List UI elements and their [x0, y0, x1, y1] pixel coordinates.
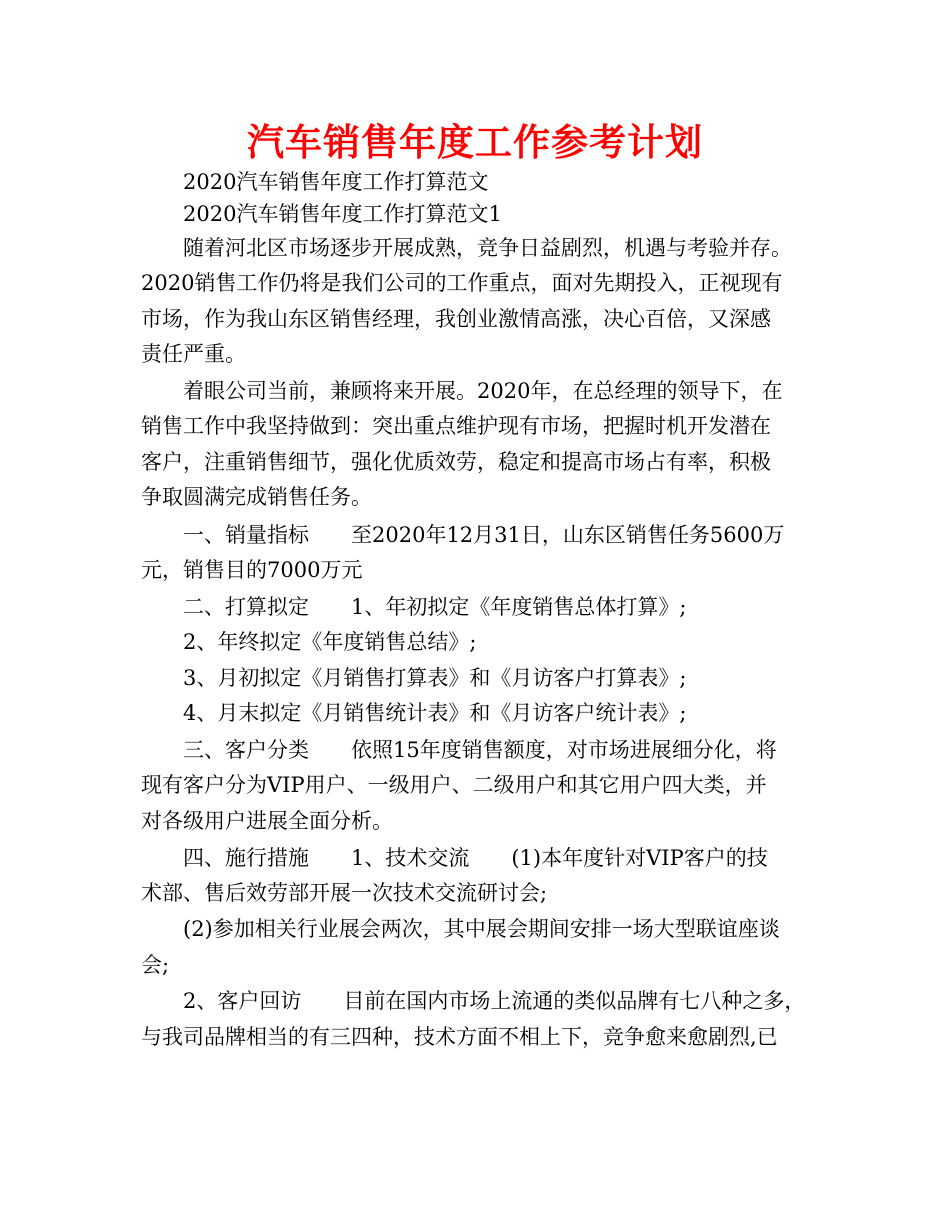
text-line: 会;	[141, 953, 170, 977]
text-line: 现有客户分为VIP用户、一级用户、二级用户和其它用户四大类，并	[141, 773, 767, 797]
text-line: 与我司品牌相当的有三四种，技术方面不相上下，竞争愈来愈剧烈,已	[141, 1025, 778, 1049]
text-line: 2020汽车销售年度工作打算范文1	[183, 202, 502, 226]
text-line: 4、月末拟定《月销售统计表》和《月访客户统计表》;	[183, 701, 687, 725]
text-line: 争取圆满完成销售任务。	[141, 485, 372, 509]
text-line: 着眼公司当前，兼顾将来开展。2020年，在总经理的领导下，在	[183, 379, 783, 403]
text-line: 市场，作为我山东区销售经理，我创业激情高涨，决心百倍，又深感	[141, 307, 771, 331]
text-line: 随着河北区市场逐步开展成熟，竞争日益剧烈，机遇与考验并存。	[183, 236, 792, 260]
text-line: 责任严重。	[141, 342, 246, 366]
text-line: 2020汽车销售年度工作打算范文	[183, 170, 489, 194]
text-line: 二、打算拟定 1、年初拟定《年度销售总体打算》;	[183, 595, 687, 619]
text-line: 术部、售后效劳部开展一次技术交流研讨会;	[141, 881, 548, 905]
text-line: 客户，注重销售细节，强化优质效劳，稳定和提高市场占有率，积极	[141, 450, 771, 474]
text-line: 三、客户分类 依照15年度销售额度，对市场进展细分化，将	[183, 738, 777, 762]
text-line: 元，销售目的7000万元	[141, 558, 363, 582]
text-line: 2020销售工作仍将是我们公司的工作重点，面对先期投入，正视现有	[141, 271, 783, 295]
text-line: 3、月初拟定《月销售打算表》和《月访客户打算表》;	[183, 666, 687, 690]
text-line: 对各级用户进展全面分析。	[141, 809, 393, 833]
text-line: 销售工作中我坚持做到：突出重点维护现有市场，把握时机开发潜在	[141, 414, 771, 438]
text-line: 一、销量指标 至2020年12月31日，山东区销售任务5600万	[183, 523, 785, 547]
text-line: 四、施行措施 1、技术交流 (1)本年度针对VIP客户的技	[183, 846, 768, 870]
text-line: 2、客户回访 目前在国内市场上流通的类似品牌有七八种之多，	[183, 989, 806, 1013]
document-title: 汽车销售年度工作参考计划	[247, 121, 703, 164]
text-line: (2)参加相关行业展会两次，其中展会期间安排一场大型联谊座谈	[183, 917, 780, 941]
text-line: 2、年终拟定《年度销售总结》;	[183, 630, 477, 654]
